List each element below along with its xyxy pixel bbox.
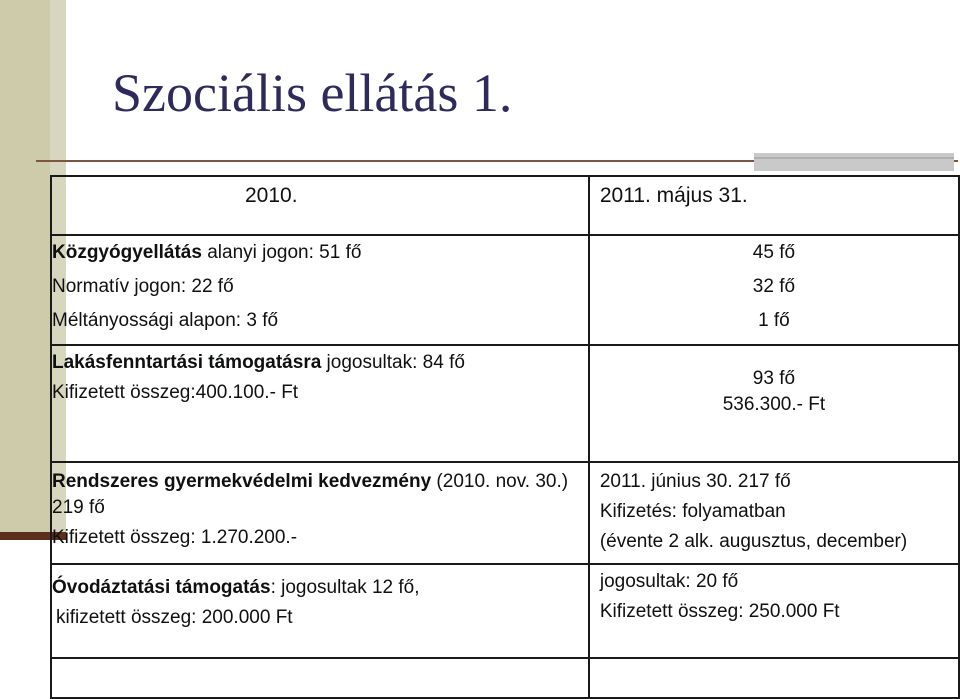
- gyermekvedelmi-line: [52, 463, 588, 521]
- kozgyogy-2011-value: 45 fő: [752, 242, 796, 263]
- header-2011-may: 2011. május 31.: [589, 176, 959, 235]
- ovodaztatasi-label: Óvodáztatási támogatás: [52, 577, 271, 598]
- gyermekvedelmi-right-cell: [589, 462, 959, 564]
- decorative-gray-bar: [754, 153, 954, 171]
- meltanyossagi-2011-value: 1 fő: [758, 310, 790, 331]
- table-header-row: [51, 176, 959, 235]
- ovodaztatasi-2011-value: jogosultak: 20 fő: [599, 571, 739, 592]
- lakas-value: jogosultak: 84 fő: [321, 352, 465, 373]
- ovodaztatasi-kifizetett-line: kifizetett összeg: 200.000 Ft: [56, 607, 293, 628]
- table-row: [51, 345, 959, 462]
- meltanyossagi-line: Méltányossági alapon: 3 fő: [52, 310, 279, 331]
- lakas-right-cell: [589, 345, 959, 462]
- data-table: [50, 175, 960, 699]
- kozgyogy-left-cell: [51, 235, 589, 345]
- ovodaztatasi-2011-kifizetett: Kifizetett összeg: 250.000 Ft: [599, 601, 840, 622]
- ovodaztatasi-value: : jogosultak 12 fő,: [270, 577, 420, 598]
- gyermekvedelmi-kifizetett-line: Kifizetett összeg: 1.270.200.-: [52, 527, 298, 548]
- kozgyogy-right-cell: [589, 235, 959, 345]
- header-2010: 2010.: [51, 176, 589, 235]
- table-row-empty: [51, 658, 959, 698]
- table-row: [51, 462, 959, 564]
- ovodaztatasi-right-cell: [589, 564, 959, 658]
- kozgyogy-line: [52, 236, 588, 270]
- ovodaztatasi-left-cell: [51, 564, 589, 658]
- lakas-2011-kifizetett: 536.300.- Ft: [722, 394, 826, 415]
- gyermekvedelmi-value: (2010. nov. 30.) 219 fő: [52, 471, 569, 518]
- gyermekvedelmi-label: Rendszeres gyermekvédelmi kedvezmény: [52, 471, 432, 492]
- kozgyogy-value: alanyi jogon: 51 fő: [201, 242, 362, 263]
- lakas-line: [52, 346, 588, 376]
- table-row: [51, 564, 959, 658]
- empty-right-cell: [589, 658, 959, 698]
- normativ-2011-value: 32 fő: [752, 276, 796, 297]
- slide-title: Szociális ellátás 1.: [112, 63, 513, 123]
- kozgyogy-label: Közgyógyellátás: [52, 242, 202, 263]
- lakas-label: Lakásfenntartási támogatásra: [52, 352, 322, 373]
- table-row: [51, 235, 959, 345]
- gyermekvedelmi-2011-value: 2011. június 30. 217 fő: [599, 471, 791, 492]
- lakas-kifizetett-line: Kifizetett összeg:400.100.- Ft: [52, 382, 299, 403]
- lakas-2011-value: 93 fő: [752, 368, 796, 389]
- normativ-line: Normatív jogon: 22 fő: [52, 276, 234, 297]
- lakas-left-cell: [51, 345, 589, 462]
- ovodaztatasi-line: [52, 565, 588, 601]
- gyermekvedelmi-left-cell: [51, 462, 589, 564]
- decorative-gray-line: [754, 157, 954, 159]
- gyermekvedelmi-2011-kifizetes: Kifizetés: folyamatban: [599, 501, 786, 522]
- gyermekvedelmi-2011-note: (évente 2 alk. augusztus, december): [599, 531, 908, 552]
- empty-left-cell: [51, 658, 589, 698]
